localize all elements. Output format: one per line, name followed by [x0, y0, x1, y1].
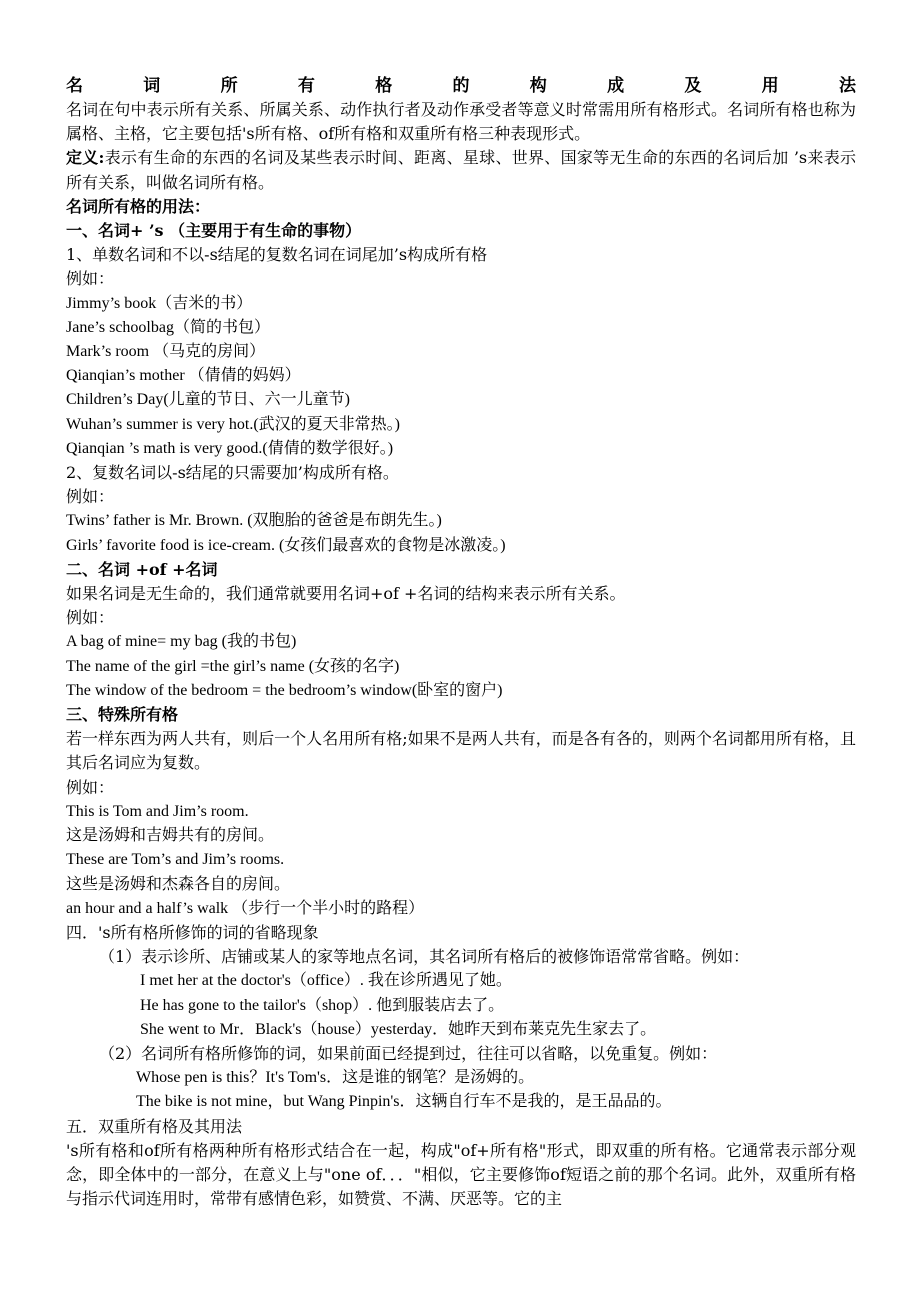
usage-heading: 名词所有格的用法： [66, 196, 211, 216]
section4-heading: 四．'s所有格所修饰的词的省略现象 [66, 922, 319, 942]
title-char: 用 [761, 76, 779, 96]
title-char: 词 [143, 76, 161, 96]
example-line: Whose pen is this？It's Tom's．这是谁的钢笔？是汤姆的。 [136, 1069, 535, 1087]
section3-rule: 若一样东西为两人共有，则后一个人名用所有格;如果不是两人共有，而是各有各的，则两个名词都用所有格，且其后名词应为复数。 [66, 729, 856, 773]
example-label: 例如： [66, 269, 115, 289]
example-line: These are Tom’s and Jim’s rooms. [66, 851, 285, 869]
title-char: 的 [452, 76, 470, 96]
example-line: 这些是汤姆和杰森各自的房间。 [66, 875, 291, 893]
section3-heading: 三、特殊所有格 [66, 705, 179, 725]
title-char: 成 [607, 76, 625, 96]
example-line: 这是汤姆和吉姆共有的房间。 [66, 827, 275, 845]
title-char: 构 [529, 76, 547, 96]
title-char: 法 [838, 76, 856, 96]
section4-item1: （1）表示诊所、店铺或某人的家等地点名词，其名词所有格后的被修饰语常常省略。例如： [99, 947, 750, 967]
definition-label: 定义: [66, 148, 105, 168]
title-char: 格 [375, 76, 393, 96]
intro-paragraph: 名词在句中表示所有关系、所属关系、动作执行者及动作承受者等意义时常需用所有格形式。名词所有格也称为属格、主格，它主要包括's所有格、of所有格和双重所有格三种表现形式。 [66, 100, 856, 144]
example-line: The bike is not mine，but Wang Pinpin's．这辆自行车不是我的，是王品品的。 [136, 1093, 672, 1111]
document-page [66, 66, 856, 1211]
section2-rule: 如果名词是无生命的，我们通常就要用名词+of +名词的结构来表示所有关系。 [66, 584, 626, 604]
section5-heading: 五．双重所有格及其用法 [66, 1116, 243, 1136]
title-char: 名 [66, 76, 83, 96]
example-line: an hour and a half’s walk （步行一个半小时的路程） [66, 899, 425, 917]
example-label: 例如： [66, 608, 115, 628]
example-line: This is Tom and Jim’s room. [66, 802, 249, 820]
example-line: Wuhan’s summer is very hot.(武汉的夏天非常热。) [66, 415, 400, 433]
example-line: A bag of mine= my bag (我的书包) [66, 633, 297, 651]
example-line: He has gone to the tailor's（shop）. 他到服装店去了。 [140, 996, 505, 1014]
section2-heading: 二、名词 +of +名词 [66, 559, 218, 579]
example-line: Jimmy’s book（吉米的书） [66, 294, 253, 312]
example-line: I met her at the doctor's（office）. 我在诊所遇见了她。 [140, 972, 512, 990]
section1-rule1: 1、单数名词和不以-s结尾的复数名词在词尾加’s构成所有格 [66, 245, 488, 265]
example-line: Qianqian ’s math is very good.(倩倩的数学很好。) [66, 439, 394, 457]
example-line: Qianqian’s mother （倩倩的妈妈） [66, 367, 301, 385]
section5-text: 's所有格和of所有格两种所有格形式结合在一起，构成"of+所有格"形式，即双重的所有格。它通常表示部分观念，即全体中的一部分，在意义上与"one of．．．"相似，它主要修饰of短语之前的那个名词。此外，双重所有格与指示代词连用时，常带有感情色彩，如赞赏、不满、厌恶等。它的主 [66, 1140, 856, 1209]
example-label: 例如： [66, 777, 115, 797]
example-line: The window of the bedroom = the bedroom’s window(卧室的窗户) [66, 681, 503, 699]
example-label: 例如： [66, 487, 115, 507]
definition-text: 表示有生命的东西的名词及某些表示时间、距离、星球、世界、国家等无生命的东西的名词后加 ’s来表示所有关系，叫做名词所有格。 [66, 148, 856, 192]
page-title [66, 74, 856, 98]
definition-paragraph [66, 146, 856, 194]
title-char: 有 [297, 76, 315, 96]
example-line: Jane’s schoolbag（简的书包） [66, 318, 270, 336]
title-char: 及 [684, 76, 702, 96]
section1-heading: 一、名词+ ’s （主要用于有生命的事物） [66, 221, 362, 241]
section1-rule2: 2、复数名词以-s结尾的只需要加’构成所有格。 [66, 463, 399, 483]
example-line: Mark’s room （马克的房间） [66, 343, 266, 361]
title-char: 所 [220, 76, 238, 96]
example-line: Children’s Day(儿童的节日、六一儿童节) [66, 391, 350, 409]
section4-item2: （2）名词所有格所修饰的词，如果前面已经提到过，往往可以省略，以免重复。例如： [99, 1043, 718, 1063]
example-line: She went to Mr．Black's（house）yesterday．她昨天到布莱克先生家去了。 [140, 1020, 657, 1038]
example-line: Girls’ favorite food is ice-cream. (女孩们最喜欢的食物是冰激凌。) [66, 536, 506, 554]
example-line: Twins’ father is Mr. Brown. (双胞胎的爸爸是布朗先生。) [66, 512, 442, 530]
example-line: The name of the girl =the girl’s name (女孩的名字) [66, 657, 400, 675]
